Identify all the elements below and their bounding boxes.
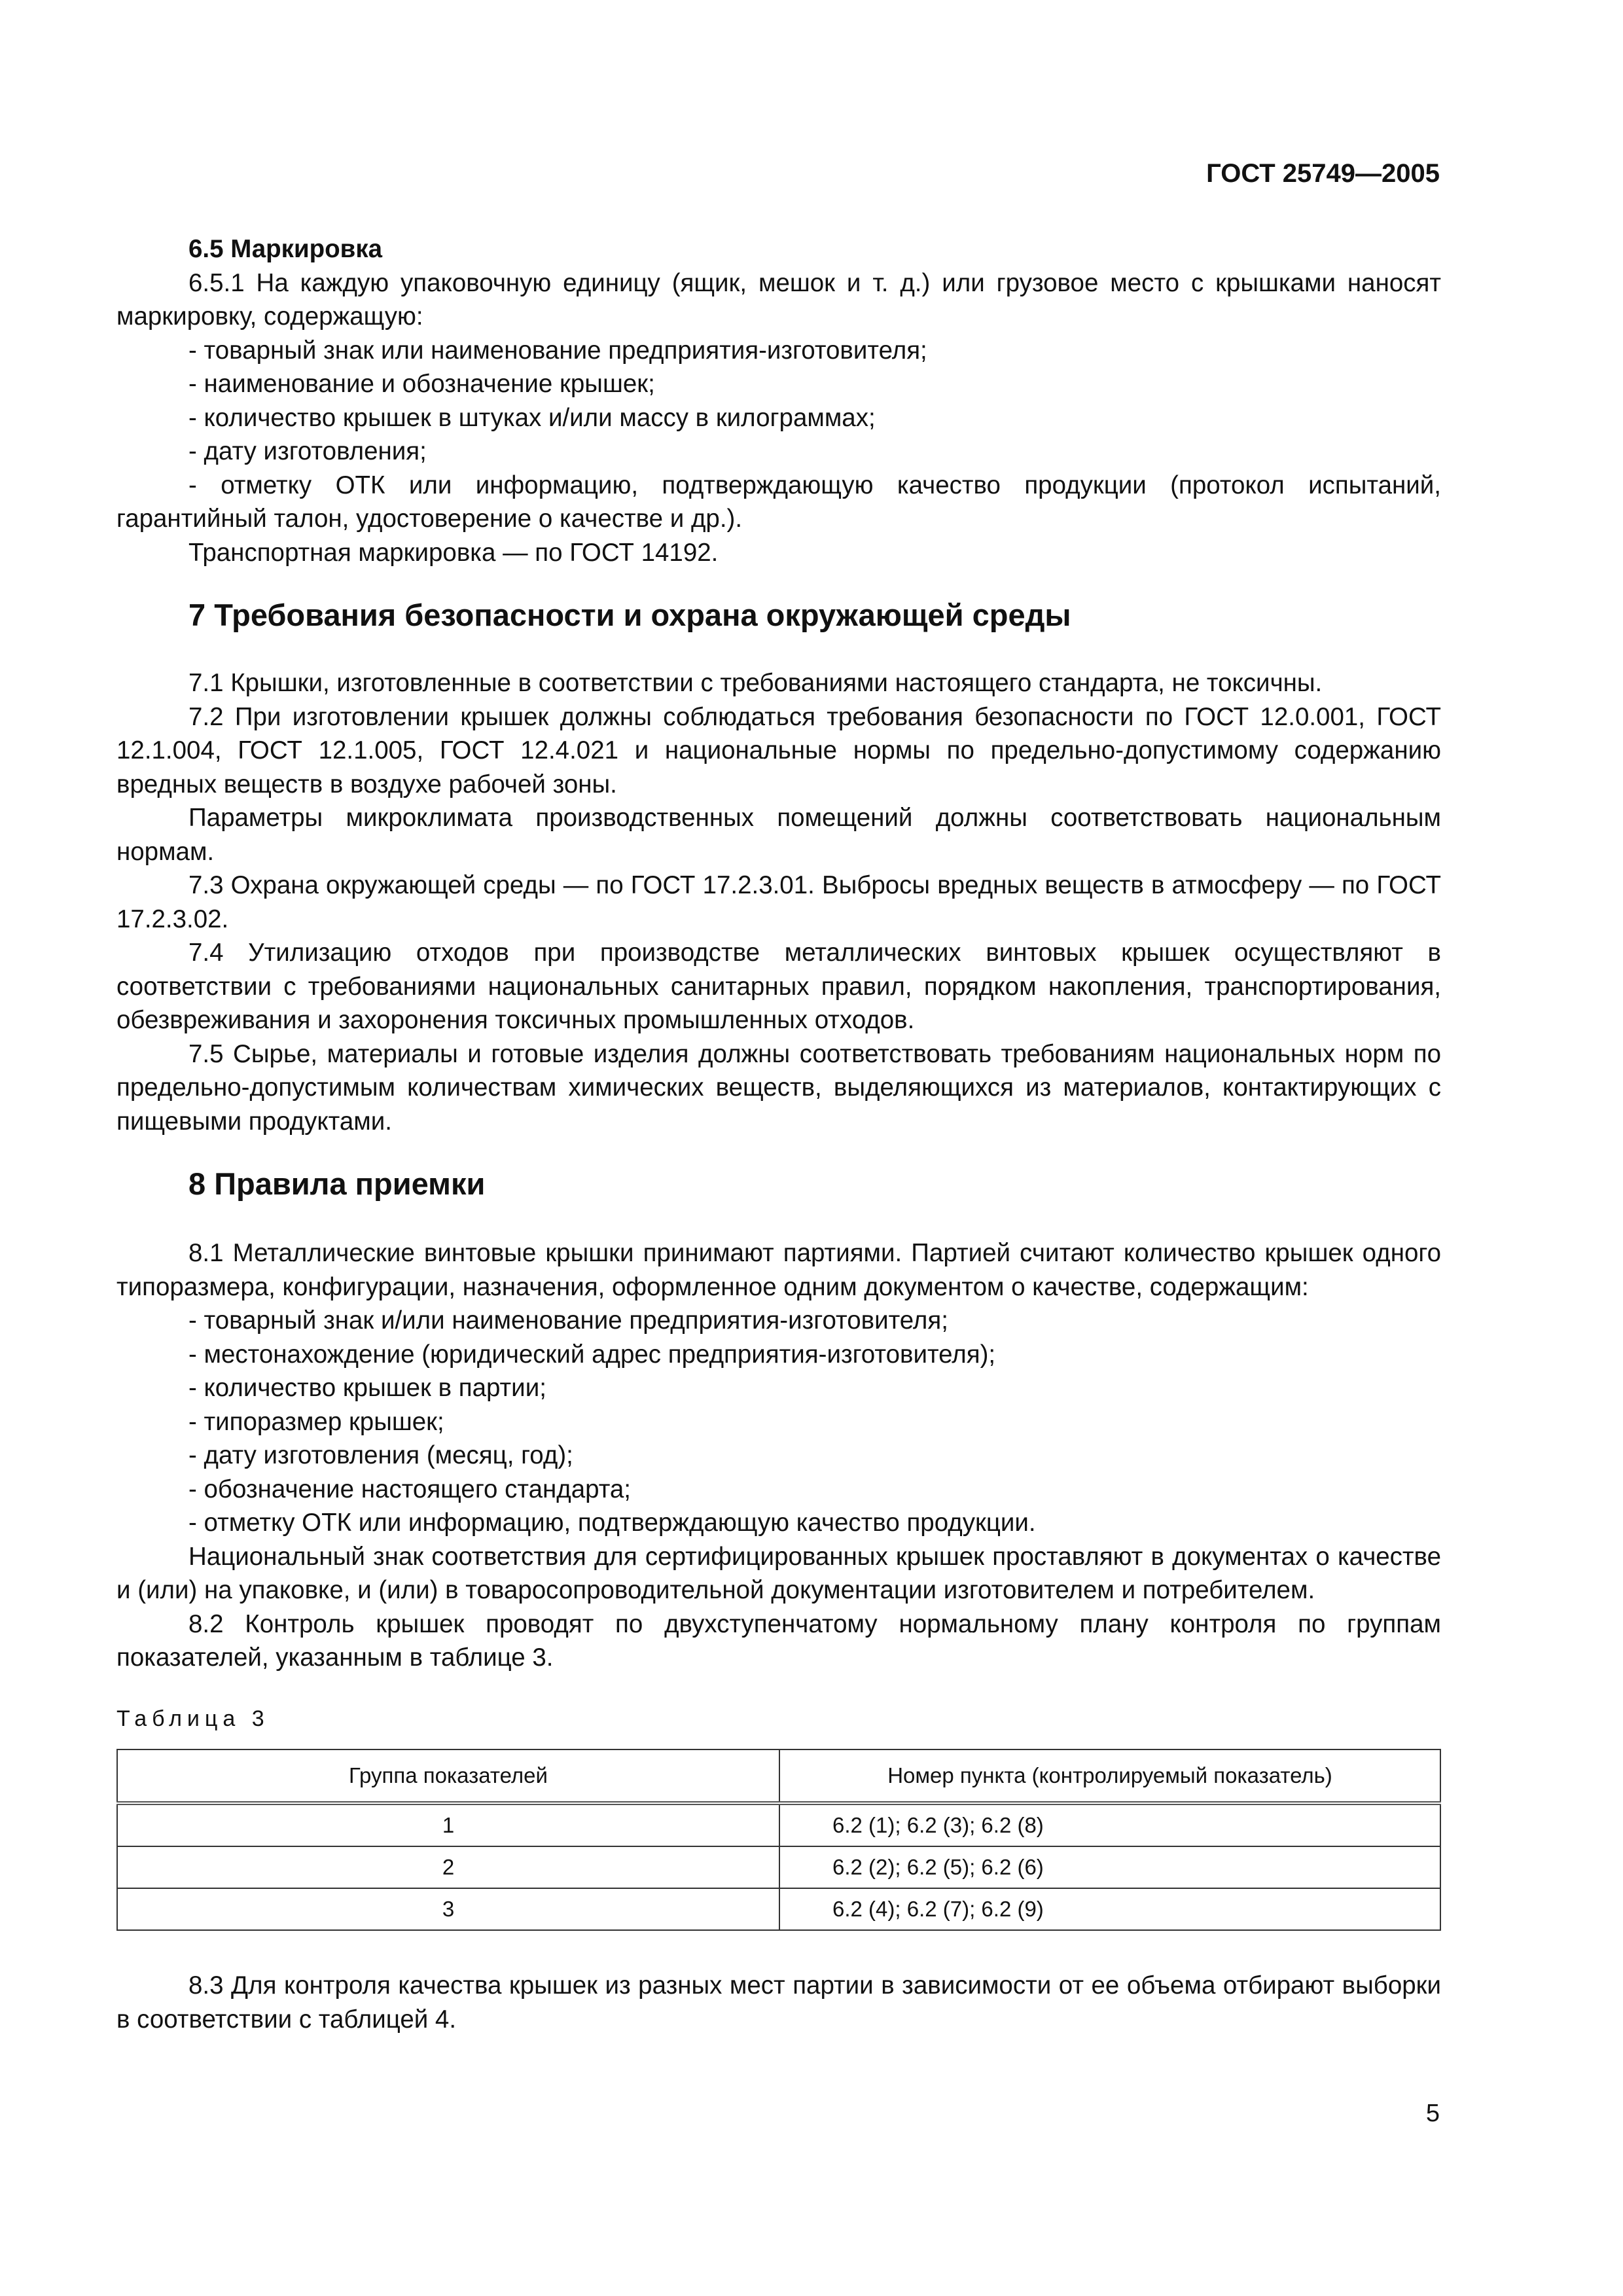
page-number: 5 <box>1425 2100 1440 2127</box>
paragraph-8-1-conformity-mark: Национальный знак соответствия для сертифицированных крышек проставляют в документах о качестве и (или) на упаковке, и (или) в товаросопроводительной документации изготовителем и потребителем. <box>116 1542 1441 1604</box>
list-item: - отметку ОТК или информацию, подтверждающую качество продукции (протокол испытаний, гарантийный талон, удостоверение о качестве и др.). <box>116 471 1441 533</box>
paragraph-7-3: 7.3 Охрана окружающей среды — по ГОСТ 17.2.3.01. Выбросы вредных веществ в атмосферу — по ГОСТ 17.2.3.02. <box>116 871 1441 933</box>
column-header-item-number: Номер пункта (контролируемый показатель) <box>779 1749 1440 1803</box>
table-header-row <box>117 1749 1440 1803</box>
list-item: - количество крышек в штуках и/или массу в килограммах; <box>188 403 876 432</box>
list-item: - дату изготовления; <box>188 437 427 465</box>
paragraph-8-2: 8.2 Контроль крышек проводят по двухступенчатому нормальному плану контроля по группам показателей, указанным в таблице 3. <box>116 1609 1441 1672</box>
table-row <box>117 1846 1440 1888</box>
subsection-title-6-5: 6.5 Маркировка <box>188 235 383 263</box>
table-row <box>117 1803 1440 1846</box>
table-cell-items: 6.2 (4); 6.2 (7); 6.2 (9) <box>779 1888 1440 1930</box>
paragraph-7-1: 7.1 Крышки, изготовленные в соответствии с требованиями настоящего стандарта, не токсичны. <box>188 669 1323 697</box>
list-item: - дату изготовления (месяц, год); <box>188 1441 573 1469</box>
list-item: - обозначение настоящего стандарта; <box>188 1475 632 1503</box>
table-cell-items: 6.2 (2); 6.2 (5); 6.2 (6) <box>779 1846 1440 1888</box>
list-item: - отметку ОТК или информацию, подтверждающую качество продукции. <box>188 1509 1036 1537</box>
list-item: - наименование и обозначение крышек; <box>188 370 655 398</box>
section-title-7: 7 Требования безопасности и охрана окружающей среды <box>188 598 1071 632</box>
paragraph-7-4: 7.4 Утилизацию отходов при производстве металлических винтовых крышек осуществляют в соответствии с требованиями национальных санитарных правил, порядком накопления, транспортирования, обезвреживания и захоронения токсичных промышленных отходов. <box>116 939 1441 1034</box>
document-id: ГОСТ 25749—2005 <box>1206 159 1440 188</box>
table-cell-group: 3 <box>117 1888 779 1930</box>
table-cell-group: 1 <box>117 1803 779 1846</box>
paragraph-8-3: 8.3 Для контроля качества крышек из разных мест партии в зависимости от ее объема отбирают выборки в соответствии с таблицей 4. <box>116 1971 1441 2034</box>
paragraph-7-5: 7.5 Сырье, материалы и готовые изделия должны соответствовать требованиям национальных норм по предельно-допустимым количествам химических веществ, выделяющихся из материалов, контактирующих с пищевыми продуктами. <box>116 1039 1441 1136</box>
paragraph-transport-marking: Транспортная маркировка — по ГОСТ 14192. <box>188 538 719 567</box>
paragraph-7-2: 7.2 При изготовлении крышек должны соблюдаться требования безопасности по ГОСТ 12.0.001, ГОСТ 12.1.004, ГОСТ 12.1.005, ГОСТ 12.4.021 и национальные нормы по предельно-допустимому содержанию вредных веществ в воздухе рабочей зоны. <box>116 702 1441 798</box>
paragraph-8-1: 8.1 Металлические винтовые крышки принимают партиями. Партией считают количество крышек одного типоразмера, конфигурации, назначения, оформленное одним документом о качестве, содержащим: <box>116 1239 1441 1301</box>
table-caption: Таблица 3 <box>116 1706 270 1731</box>
table-cell-group: 2 <box>117 1846 779 1888</box>
table-3 <box>116 1749 1441 1931</box>
list-item: - количество крышек в партии; <box>188 1374 546 1402</box>
section-title-8: 8 Правила приемки <box>188 1166 486 1201</box>
column-header-group: Группа показателей <box>117 1749 779 1803</box>
list-item: - товарный знак или наименование предприятия-изготовителя; <box>188 336 927 365</box>
list-item: - товарный знак и/или наименование предприятия-изготовителя; <box>188 1306 948 1335</box>
list-item: - типоразмер крышек; <box>188 1407 444 1436</box>
table-row <box>117 1888 1440 1930</box>
paragraph-7-2-microclimate: Параметры микроклимата производственных помещений должны соответствовать национальным нормам. <box>116 804 1441 866</box>
paragraph-6-5-1: 6.5.1 На каждую упаковочную единицу (ящик, мешок и т. д.) или грузовое место с крышками наносят маркировку, содержащую: <box>116 268 1441 331</box>
table-cell-items: 6.2 (1); 6.2 (3); 6.2 (8) <box>779 1803 1440 1846</box>
list-item: - местонахождение (юридический адрес предприятия-изготовителя); <box>188 1340 996 1369</box>
document-body <box>116 232 1441 2036</box>
